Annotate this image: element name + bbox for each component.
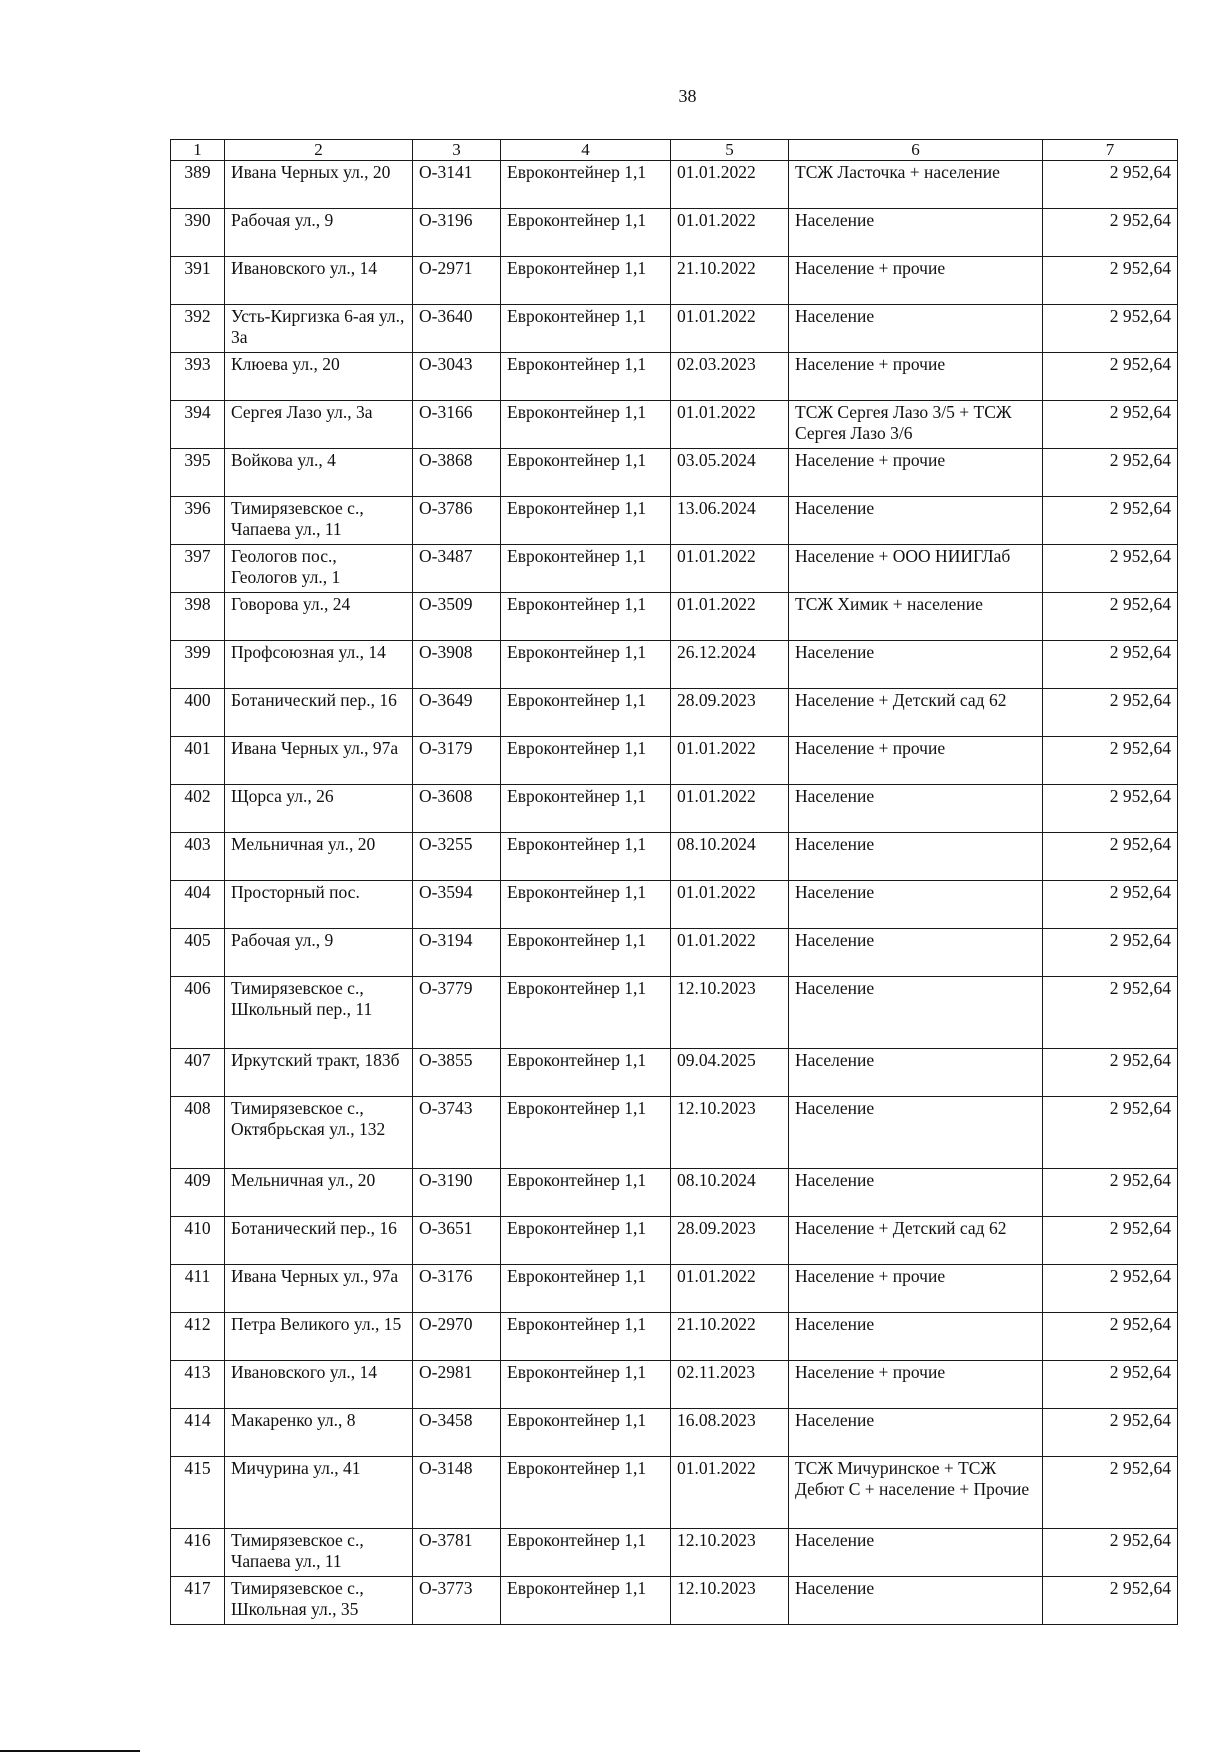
table-row <box>171 641 1178 689</box>
cell-site-code: О-3608 <box>413 785 501 833</box>
cell-users: Население <box>789 1409 1043 1457</box>
cell-site-code: О-3176 <box>413 1265 501 1313</box>
cell-row-number: 397 <box>171 545 225 593</box>
cell-address: Ивана Черных ул., 97а <box>225 1265 413 1313</box>
cell-site-code: О-3594 <box>413 881 501 929</box>
cell-site-code: О-2981 <box>413 1361 501 1409</box>
cell-start-date: 12.10.2023 <box>671 1577 789 1625</box>
cell-users: Население + прочие <box>789 1265 1043 1313</box>
footnote-rule <box>0 1750 140 1752</box>
cell-site-code: О-3509 <box>413 593 501 641</box>
table-row <box>171 1049 1178 1097</box>
cell-amount: 2 952,64 <box>1043 1049 1178 1097</box>
cell-address: Профсоюзная ул., 14 <box>225 641 413 689</box>
cell-site-code: О-3194 <box>413 929 501 977</box>
cell-site-code: О-3141 <box>413 161 501 209</box>
cell-site-code: О-3855 <box>413 1049 501 1097</box>
cell-users: Население + прочие <box>789 737 1043 785</box>
cell-container-type: Евроконтейнер 1,1 <box>501 1217 671 1265</box>
cell-container-type: Евроконтейнер 1,1 <box>501 977 671 1049</box>
cell-container-type: Евроконтейнер 1,1 <box>501 1361 671 1409</box>
cell-users: ТСЖ Ласточка + население <box>789 161 1043 209</box>
table-row <box>171 497 1178 545</box>
cell-users: Население + прочие <box>789 449 1043 497</box>
cell-row-number: 414 <box>171 1409 225 1457</box>
cell-start-date: 12.10.2023 <box>671 977 789 1049</box>
cell-site-code: О-3190 <box>413 1169 501 1217</box>
cell-users: Население + Детский сад 62 <box>789 1217 1043 1265</box>
cell-container-type: Евроконтейнер 1,1 <box>501 881 671 929</box>
cell-address: Рабочая ул., 9 <box>225 929 413 977</box>
cell-site-code: О-3773 <box>413 1577 501 1625</box>
column-header: 3 <box>413 140 501 161</box>
cell-start-date: 01.01.2022 <box>671 929 789 977</box>
table-row <box>171 833 1178 881</box>
table-row <box>171 1457 1178 1529</box>
column-header: 7 <box>1043 140 1178 161</box>
cell-container-type: Евроконтейнер 1,1 <box>501 1529 671 1577</box>
table-row <box>171 161 1178 209</box>
cell-users: Население + прочие <box>789 1361 1043 1409</box>
cell-amount: 2 952,64 <box>1043 785 1178 833</box>
cell-users: Население + ООО НИИГЛаб <box>789 545 1043 593</box>
cell-site-code: О-3786 <box>413 497 501 545</box>
cell-amount: 2 952,64 <box>1043 593 1178 641</box>
cell-address: Ивана Черных ул., 20 <box>225 161 413 209</box>
cell-address: Геологов пос., Геологов ул., 1 <box>225 545 413 593</box>
cell-container-type: Евроконтейнер 1,1 <box>501 497 671 545</box>
column-header: 1 <box>171 140 225 161</box>
cell-site-code: О-3255 <box>413 833 501 881</box>
cell-address: Щорса ул., 26 <box>225 785 413 833</box>
cell-users: ТСЖ Химик + население <box>789 593 1043 641</box>
cell-container-type: Евроконтейнер 1,1 <box>501 401 671 449</box>
column-header: 5 <box>671 140 789 161</box>
cell-row-number: 410 <box>171 1217 225 1265</box>
table-row <box>171 1361 1178 1409</box>
cell-row-number: 413 <box>171 1361 225 1409</box>
cell-site-code: О-3779 <box>413 977 501 1049</box>
cell-row-number: 408 <box>171 1097 225 1169</box>
cell-amount: 2 952,64 <box>1043 689 1178 737</box>
cell-row-number: 396 <box>171 497 225 545</box>
cell-start-date: 21.10.2022 <box>671 1313 789 1361</box>
cell-amount: 2 952,64 <box>1043 1409 1178 1457</box>
column-header: 2 <box>225 140 413 161</box>
cell-address: Ботанический пер., 16 <box>225 689 413 737</box>
cell-row-number: 395 <box>171 449 225 497</box>
cell-row-number: 405 <box>171 929 225 977</box>
cell-start-date: 02.03.2023 <box>671 353 789 401</box>
table-row <box>171 353 1178 401</box>
table-row <box>171 1097 1178 1169</box>
cell-container-type: Евроконтейнер 1,1 <box>501 833 671 881</box>
cell-amount: 2 952,64 <box>1043 977 1178 1049</box>
cell-row-number: 417 <box>171 1577 225 1625</box>
cell-start-date: 12.10.2023 <box>671 1097 789 1169</box>
cell-container-type: Евроконтейнер 1,1 <box>501 1169 671 1217</box>
cell-container-type: Евроконтейнер 1,1 <box>501 209 671 257</box>
cell-site-code: О-3043 <box>413 353 501 401</box>
cell-row-number: 401 <box>171 737 225 785</box>
cell-site-code: О-3649 <box>413 689 501 737</box>
cell-start-date: 01.01.2022 <box>671 401 789 449</box>
cell-site-code: О-3781 <box>413 1529 501 1577</box>
cell-start-date: 01.01.2022 <box>671 737 789 785</box>
cell-amount: 2 952,64 <box>1043 257 1178 305</box>
cell-amount: 2 952,64 <box>1043 209 1178 257</box>
cell-address: Просторный пос. <box>225 881 413 929</box>
cell-start-date: 08.10.2024 <box>671 833 789 881</box>
cell-site-code: О-3458 <box>413 1409 501 1457</box>
cell-amount: 2 952,64 <box>1043 1097 1178 1169</box>
cell-amount: 2 952,64 <box>1043 497 1178 545</box>
cell-users: Население <box>789 1049 1043 1097</box>
cell-start-date: 13.06.2024 <box>671 497 789 545</box>
cell-start-date: 01.01.2022 <box>671 881 789 929</box>
cell-row-number: 389 <box>171 161 225 209</box>
cell-users: ТСЖ Мичуринское + ТСЖ Дебют С + население + Прочие <box>789 1457 1043 1529</box>
cell-address: Тимирязевское с., Школьная ул., 35 <box>225 1577 413 1625</box>
cell-users: Население <box>789 929 1043 977</box>
cell-address: Войкова ул., 4 <box>225 449 413 497</box>
cell-site-code: О-3148 <box>413 1457 501 1529</box>
cell-site-code: О-2970 <box>413 1313 501 1361</box>
cell-amount: 2 952,64 <box>1043 161 1178 209</box>
table-row <box>171 737 1178 785</box>
cell-start-date: 01.01.2022 <box>671 161 789 209</box>
cell-row-number: 394 <box>171 401 225 449</box>
cell-users: Население + прочие <box>789 257 1043 305</box>
cell-users: Население <box>789 1529 1043 1577</box>
cell-users: Население <box>789 1097 1043 1169</box>
table-row <box>171 1169 1178 1217</box>
table-row <box>171 209 1178 257</box>
cell-address: Мельничная ул., 20 <box>225 1169 413 1217</box>
cell-container-type: Евроконтейнер 1,1 <box>501 1313 671 1361</box>
cell-users: Население + Детский сад 62 <box>789 689 1043 737</box>
table-row <box>171 929 1178 977</box>
cell-users: Население <box>789 1577 1043 1625</box>
cell-amount: 2 952,64 <box>1043 545 1178 593</box>
cell-address: Ивана Черных ул., 97а <box>225 737 413 785</box>
cell-start-date: 01.01.2022 <box>671 1265 789 1313</box>
cell-row-number: 393 <box>171 353 225 401</box>
header-row <box>171 140 1178 161</box>
cell-start-date: 01.01.2022 <box>671 209 789 257</box>
cell-row-number: 398 <box>171 593 225 641</box>
cell-users: Население + прочие <box>789 353 1043 401</box>
table-row <box>171 401 1178 449</box>
cell-container-type: Евроконтейнер 1,1 <box>501 1409 671 1457</box>
cell-row-number: 400 <box>171 689 225 737</box>
table-row <box>171 449 1178 497</box>
table-row <box>171 1265 1178 1313</box>
table-row <box>171 1313 1178 1361</box>
cell-amount: 2 952,64 <box>1043 353 1178 401</box>
cell-address: Мичурина ул., 41 <box>225 1457 413 1529</box>
table-row <box>171 593 1178 641</box>
table-row <box>171 881 1178 929</box>
cell-container-type: Евроконтейнер 1,1 <box>501 737 671 785</box>
cell-container-type: Евроконтейнер 1,1 <box>501 785 671 833</box>
cell-site-code: О-3166 <box>413 401 501 449</box>
cell-row-number: 411 <box>171 1265 225 1313</box>
cell-amount: 2 952,64 <box>1043 1313 1178 1361</box>
page-number: 38 <box>678 86 697 106</box>
cell-start-date: 08.10.2024 <box>671 1169 789 1217</box>
cell-container-type: Евроконтейнер 1,1 <box>501 1265 671 1313</box>
cell-start-date: 03.05.2024 <box>671 449 789 497</box>
cell-amount: 2 952,64 <box>1043 401 1178 449</box>
cell-site-code: О-3651 <box>413 1217 501 1265</box>
cell-site-code: О-3743 <box>413 1097 501 1169</box>
cell-amount: 2 952,64 <box>1043 641 1178 689</box>
cell-amount: 2 952,64 <box>1043 929 1178 977</box>
cell-users: Население <box>789 833 1043 881</box>
cell-container-type: Евроконтейнер 1,1 <box>501 593 671 641</box>
cell-start-date: 01.01.2022 <box>671 593 789 641</box>
cell-address: Ивановского ул., 14 <box>225 1361 413 1409</box>
cell-users: Население <box>789 881 1043 929</box>
cell-row-number: 407 <box>171 1049 225 1097</box>
cell-container-type: Евроконтейнер 1,1 <box>501 161 671 209</box>
cell-row-number: 390 <box>171 209 225 257</box>
cell-start-date: 01.01.2022 <box>671 1457 789 1529</box>
cell-address: Иркутский тракт, 183б <box>225 1049 413 1097</box>
cell-users: Население <box>789 209 1043 257</box>
cell-start-date: 09.04.2025 <box>671 1049 789 1097</box>
cell-row-number: 404 <box>171 881 225 929</box>
cell-container-type: Евроконтейнер 1,1 <box>501 305 671 353</box>
cell-amount: 2 952,64 <box>1043 1361 1178 1409</box>
cell-site-code: О-3868 <box>413 449 501 497</box>
table-body <box>171 161 1178 1625</box>
cell-container-type: Евроконтейнер 1,1 <box>501 1097 671 1169</box>
column-header: 6 <box>789 140 1043 161</box>
cell-row-number: 412 <box>171 1313 225 1361</box>
cell-container-type: Евроконтейнер 1,1 <box>501 689 671 737</box>
cell-amount: 2 952,64 <box>1043 1169 1178 1217</box>
cell-amount: 2 952,64 <box>1043 881 1178 929</box>
table-row <box>171 1409 1178 1457</box>
cell-address: Тимирязевское с., Октябрьская ул., 132 <box>225 1097 413 1169</box>
cell-amount: 2 952,64 <box>1043 1529 1178 1577</box>
cell-container-type: Евроконтейнер 1,1 <box>501 353 671 401</box>
cell-row-number: 403 <box>171 833 225 881</box>
cell-address: Тимирязевское с., Чапаева ул., 11 <box>225 1529 413 1577</box>
cell-container-type: Евроконтейнер 1,1 <box>501 545 671 593</box>
cell-users: Население <box>789 1169 1043 1217</box>
cell-start-date: 21.10.2022 <box>671 257 789 305</box>
cell-site-code: О-3908 <box>413 641 501 689</box>
cell-container-type: Евроконтейнер 1,1 <box>501 257 671 305</box>
cell-users: Население <box>789 1313 1043 1361</box>
cell-amount: 2 952,64 <box>1043 833 1178 881</box>
cell-container-type: Евроконтейнер 1,1 <box>501 641 671 689</box>
cell-users: Население <box>789 977 1043 1049</box>
cell-amount: 2 952,64 <box>1043 1577 1178 1625</box>
cell-row-number: 409 <box>171 1169 225 1217</box>
cell-start-date: 01.01.2022 <box>671 305 789 353</box>
cell-address: Сергея Лазо ул., 3а <box>225 401 413 449</box>
cell-site-code: О-3179 <box>413 737 501 785</box>
cell-start-date: 01.01.2022 <box>671 545 789 593</box>
cell-users: Население <box>789 785 1043 833</box>
cell-start-date: 01.01.2022 <box>671 785 789 833</box>
cell-site-code: О-2971 <box>413 257 501 305</box>
cell-address: Петра Великого ул., 15 <box>225 1313 413 1361</box>
cell-users: Население <box>789 305 1043 353</box>
table-row <box>171 1217 1178 1265</box>
table-row <box>171 977 1178 1049</box>
table-header <box>171 140 1178 161</box>
cell-address: Ботанический пер., 16 <box>225 1217 413 1265</box>
cell-amount: 2 952,64 <box>1043 1217 1178 1265</box>
cell-row-number: 402 <box>171 785 225 833</box>
cell-amount: 2 952,64 <box>1043 1265 1178 1313</box>
table-row <box>171 545 1178 593</box>
cell-start-date: 02.11.2023 <box>671 1361 789 1409</box>
cell-site-code: О-3487 <box>413 545 501 593</box>
cell-container-type: Евроконтейнер 1,1 <box>501 929 671 977</box>
container-sites-table <box>170 139 1178 1625</box>
cell-users: Население <box>789 497 1043 545</box>
cell-address: Макаренко ул., 8 <box>225 1409 413 1457</box>
cell-start-date: 16.08.2023 <box>671 1409 789 1457</box>
table-row <box>171 305 1178 353</box>
table-row <box>171 257 1178 305</box>
cell-address: Тимирязевское с., Чапаева ул., 11 <box>225 497 413 545</box>
table-row <box>171 1529 1178 1577</box>
cell-address: Клюева ул., 20 <box>225 353 413 401</box>
cell-container-type: Евроконтейнер 1,1 <box>501 1049 671 1097</box>
cell-amount: 2 952,64 <box>1043 305 1178 353</box>
cell-row-number: 392 <box>171 305 225 353</box>
table-row <box>171 689 1178 737</box>
cell-row-number: 399 <box>171 641 225 689</box>
cell-container-type: Евроконтейнер 1,1 <box>501 1577 671 1625</box>
cell-start-date: 26.12.2024 <box>671 641 789 689</box>
cell-row-number: 391 <box>171 257 225 305</box>
cell-container-type: Евроконтейнер 1,1 <box>501 449 671 497</box>
cell-start-date: 12.10.2023 <box>671 1529 789 1577</box>
cell-row-number: 416 <box>171 1529 225 1577</box>
cell-users: ТСЖ Сергея Лазо 3/5 + ТСЖ Сергея Лазо 3/6 <box>789 401 1043 449</box>
cell-amount: 2 952,64 <box>1043 737 1178 785</box>
cell-start-date: 28.09.2023 <box>671 1217 789 1265</box>
cell-start-date: 28.09.2023 <box>671 689 789 737</box>
cell-address: Ивановского ул., 14 <box>225 257 413 305</box>
cell-amount: 2 952,64 <box>1043 1457 1178 1529</box>
cell-address: Рабочая ул., 9 <box>225 209 413 257</box>
column-header: 4 <box>501 140 671 161</box>
cell-site-code: О-3196 <box>413 209 501 257</box>
table-row <box>171 785 1178 833</box>
cell-container-type: Евроконтейнер 1,1 <box>501 1457 671 1529</box>
table-row <box>171 1577 1178 1625</box>
cell-address: Мельничная ул., 20 <box>225 833 413 881</box>
cell-row-number: 406 <box>171 977 225 1049</box>
cell-users: Население <box>789 641 1043 689</box>
cell-site-code: О-3640 <box>413 305 501 353</box>
cell-row-number: 415 <box>171 1457 225 1529</box>
cell-amount: 2 952,64 <box>1043 449 1178 497</box>
cell-address: Усть-Киргизка 6-ая ул., 3а <box>225 305 413 353</box>
cell-address: Говорова ул., 24 <box>225 593 413 641</box>
cell-address: Тимирязевское с., Школьный пер., 11 <box>225 977 413 1049</box>
